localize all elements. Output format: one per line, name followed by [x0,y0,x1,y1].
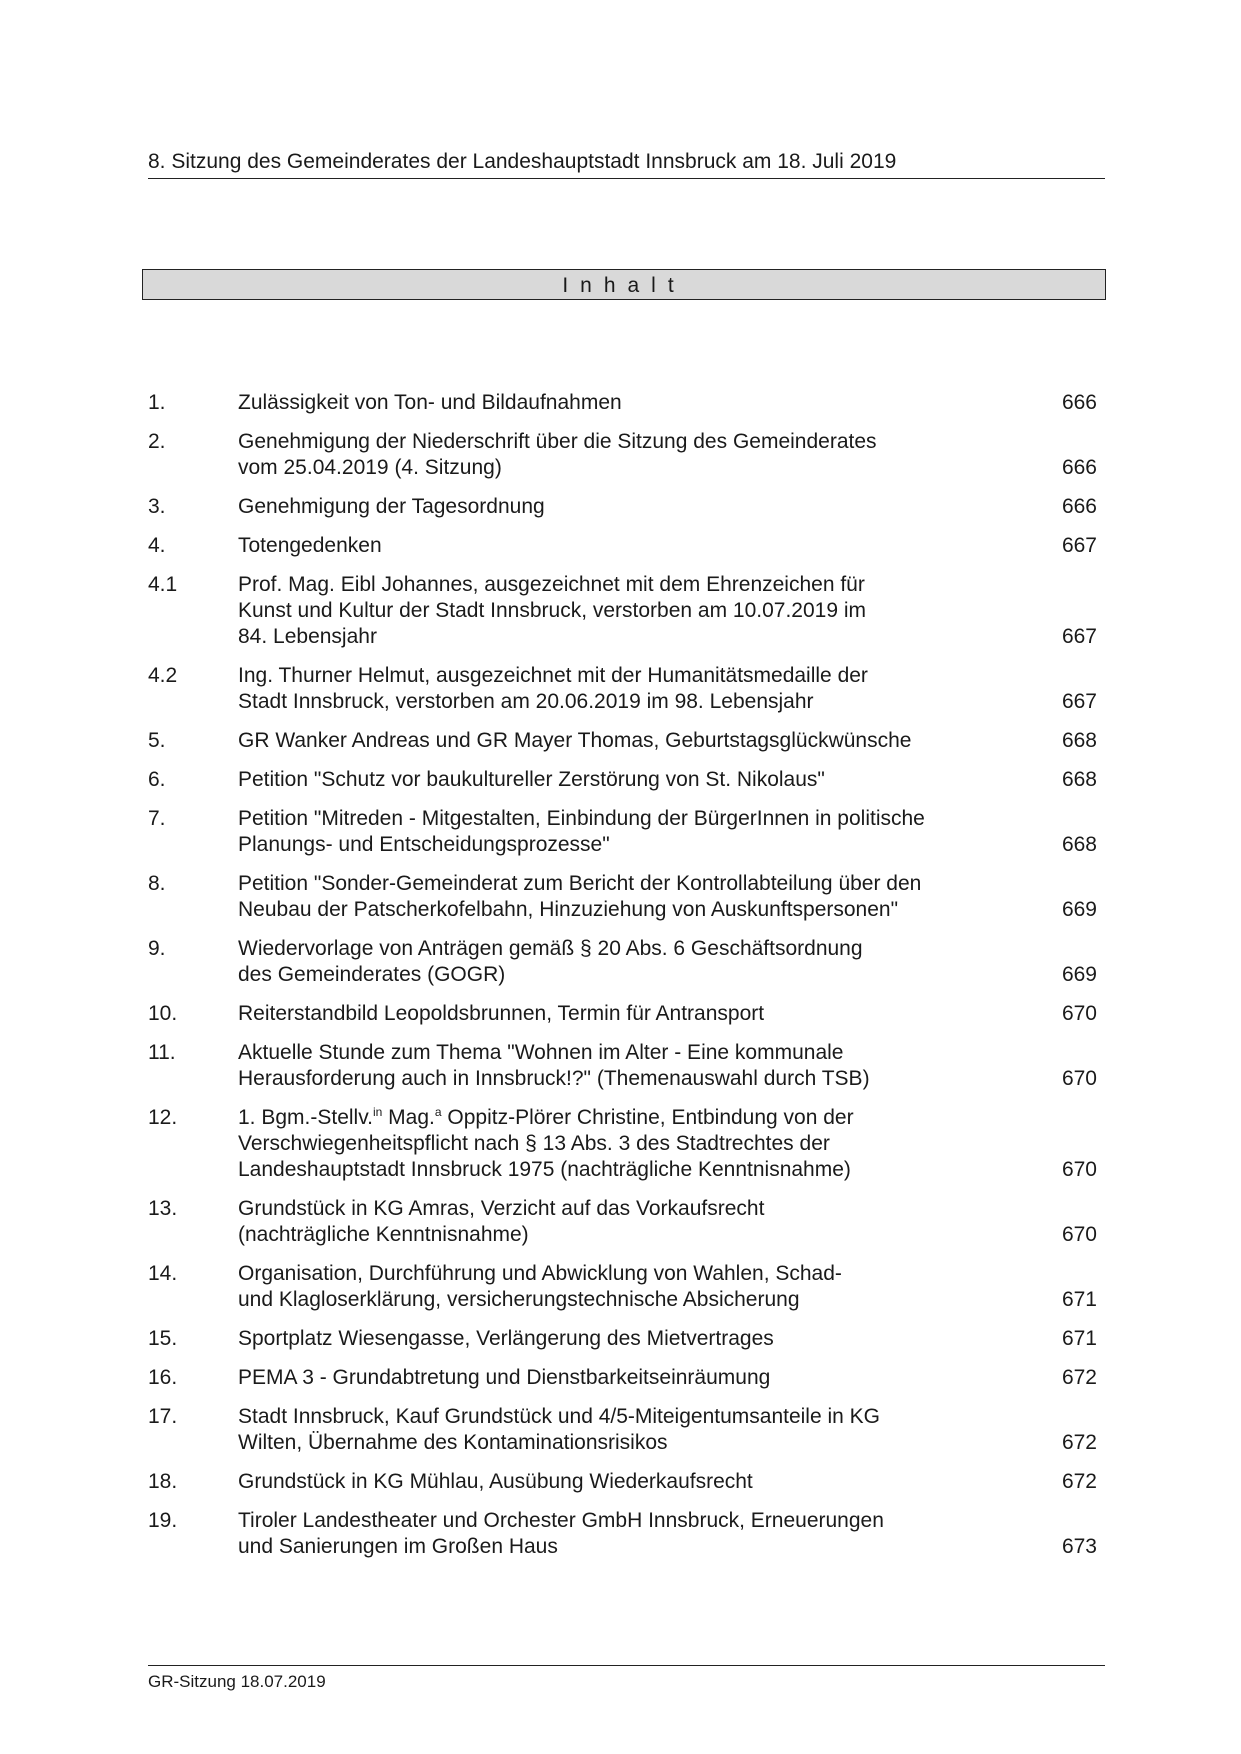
toc-title: Grundstück in KG Amras, Verzicht auf das Vorkaufsrecht (nachträgliche Kenntnisnahme) [238,1197,765,1246]
toc-page: 668 [1061,729,1097,752]
toc-page: 672 [1061,1431,1097,1454]
toc-title: Genehmigung der Tagesordnung [238,495,545,518]
toc-number: 18. [148,1470,178,1493]
toc-page: 666 [1061,391,1097,414]
toc-page: 667 [1061,690,1097,713]
superscript: a [434,1105,442,1119]
toc-entry [148,663,1105,715]
toc-page: 673 [1061,1535,1097,1558]
toc-page: 671 [1061,1288,1097,1311]
toc-page: 672 [1061,1366,1097,1389]
table-of-contents [148,390,1105,1573]
toc-title: PEMA 3 - Grundabtretung und Dienstbarkeitseinräumung [238,1366,771,1389]
toc-title: Tiroler Landestheater und Orchester GmbH Innsbruck, Erneuerungen und Sanierungen im Großen Haus [238,1509,884,1558]
toc-entry [148,533,1105,559]
toc-title: Stadt Innsbruck, Kauf Grundstück und 4/5-Miteigentumsanteile in KG Wilten, Übernahme des Kontaminationsrisikos [238,1405,881,1454]
toc-number: 4.1 [148,573,178,596]
toc-page: 670 [1061,1067,1097,1090]
toc-number: 4. [148,534,166,557]
toc-entry [148,1261,1105,1313]
toc-number: 8. [148,872,166,895]
toc-entry [148,1365,1105,1391]
toc-number: 17. [148,1405,178,1428]
toc-number: 7. [148,807,166,830]
toc-title: Reiterstandbild Leopoldsbrunnen, Termin für Antransport [238,1002,765,1025]
toc-entry [148,1469,1105,1495]
toc-page: 672 [1061,1470,1097,1493]
toc-title: Petition "Sonder-Gemeinderat zum Bericht der Kontrollabteilung über den Neubau der Patscherkofelbahn, Hinzuziehung von Auskunftspersonen" [238,872,922,921]
toc-number: 13. [148,1197,178,1220]
toc-number: 2. [148,430,166,453]
toc-number: 11. [148,1041,176,1064]
toc-title: Wiedervorlage von Anträgen gemäß § 20 Abs. 6 Geschäftsordnung des Gemeinderates (GOGR) [238,937,863,986]
section-heading: Inhalt [142,269,1106,300]
toc-page: 668 [1061,768,1097,791]
toc-entry [148,806,1105,858]
toc-page: 667 [1061,625,1097,648]
toc-title: Prof. Mag. Eibl Johannes, ausgezeichnet mit dem Ehrenzeichen für Kunst und Kultur der Stadt Innsbruck, verstorben am 10.07.2019 im 84. Lebensjahr [238,573,867,648]
toc-number: 10. [148,1002,178,1025]
page-footer: GR-Sitzung 18.07.2019 [148,1665,1105,1693]
toc-page: 670 [1061,1223,1097,1246]
toc-entry [148,936,1105,988]
toc-entry [148,1196,1105,1248]
toc-page: 667 [1061,534,1097,557]
toc-title: Genehmigung der Niederschrift über die Sitzung des Gemeinderates vom 25.04.2019 (4. Sitzung) [238,430,877,479]
toc-number: 14. [148,1262,178,1285]
toc-number: 15. [148,1327,178,1350]
toc-entry [148,871,1105,923]
toc-page: 669 [1061,963,1097,986]
toc-page: 669 [1061,898,1097,921]
toc-entry [148,728,1105,754]
toc-number: 16. [148,1366,178,1389]
toc-entry [148,390,1105,416]
superscript: in [372,1105,383,1119]
toc-entry [148,572,1105,650]
toc-title: Petition "Mitreden - Mitgestalten, Einbindung der BürgerInnen in politische Planungs- und Entscheidungsprozesse" [238,807,925,856]
toc-number: 5. [148,729,166,752]
toc-title: Grundstück in KG Mühlau, Ausübung Wiederkaufsrecht [238,1470,753,1493]
toc-entry [148,1326,1105,1352]
toc-title: Ing. Thurner Helmut, ausgezeichnet mit der Humanitätsmedaille der Stadt Innsbruck, verstorben am 20.06.2019 im 98. Lebensjahr [238,664,868,713]
toc-page: 666 [1061,495,1097,518]
toc-page: 670 [1061,1158,1097,1181]
toc-entry [148,1404,1105,1456]
toc-entry [148,1508,1105,1560]
toc-number: 9. [148,937,166,960]
toc-number: 6. [148,768,166,791]
toc-entry [148,1001,1105,1027]
toc-title: Sportplatz Wiesengasse, Verlängerung des Mietvertrages [238,1327,774,1350]
toc-entry [148,429,1105,481]
toc-title: Totengedenken [238,534,382,557]
toc-number: 19. [148,1509,178,1532]
toc-number: 4.2 [148,664,178,687]
toc-number: 1. [148,391,166,414]
toc-entry [148,494,1105,520]
toc-entry [148,767,1105,793]
toc-page: 668 [1061,833,1097,856]
page-header: 8. Sitzung des Gemeinderates der Landeshauptstadt Innsbruck am 18. Juli 2019 [148,149,1105,179]
toc-title: Aktuelle Stunde zum Thema "Wohnen im Alter - Eine kommunale Herausforderung auch in Innsbruck!?" (Themenauswahl durch TSB) [238,1041,870,1090]
toc-title: Organisation, Durchführung und Abwicklung von Wahlen, Schad- und Klagloserklärung, versicherungstechnische Absicherung [238,1262,842,1311]
toc-page: 670 [1061,1002,1097,1025]
toc-title-part: 1. Bgm.-Stellv. [238,1106,373,1129]
toc-number: 12. [148,1106,178,1129]
toc-title: GR Wanker Andreas und GR Mayer Thomas, Geburtstagsglückwünsche [238,729,912,752]
toc-entry [148,1105,1105,1183]
toc-title [238,1105,1037,1183]
toc-page: 666 [1061,456,1097,479]
toc-number: 3. [148,495,166,518]
toc-entry [148,1040,1105,1092]
toc-title: Zulässigkeit von Ton- und Bildaufnahmen [238,391,622,414]
toc-page: 671 [1061,1327,1097,1350]
toc-title: Petition "Schutz vor baukultureller Zerstörung von St. Nikolaus" [238,768,825,791]
toc-title-part: Oppitz-Plörer Christine, Entbindung von der Verschwiegenheitspflicht nach § 13 Abs. 3 des Stadtrechtes der Landeshauptstadt Innsbruck 1975 (nachträgliche Kenntnisnahme) [238,1106,854,1181]
toc-title-part: Mag. [382,1106,435,1129]
